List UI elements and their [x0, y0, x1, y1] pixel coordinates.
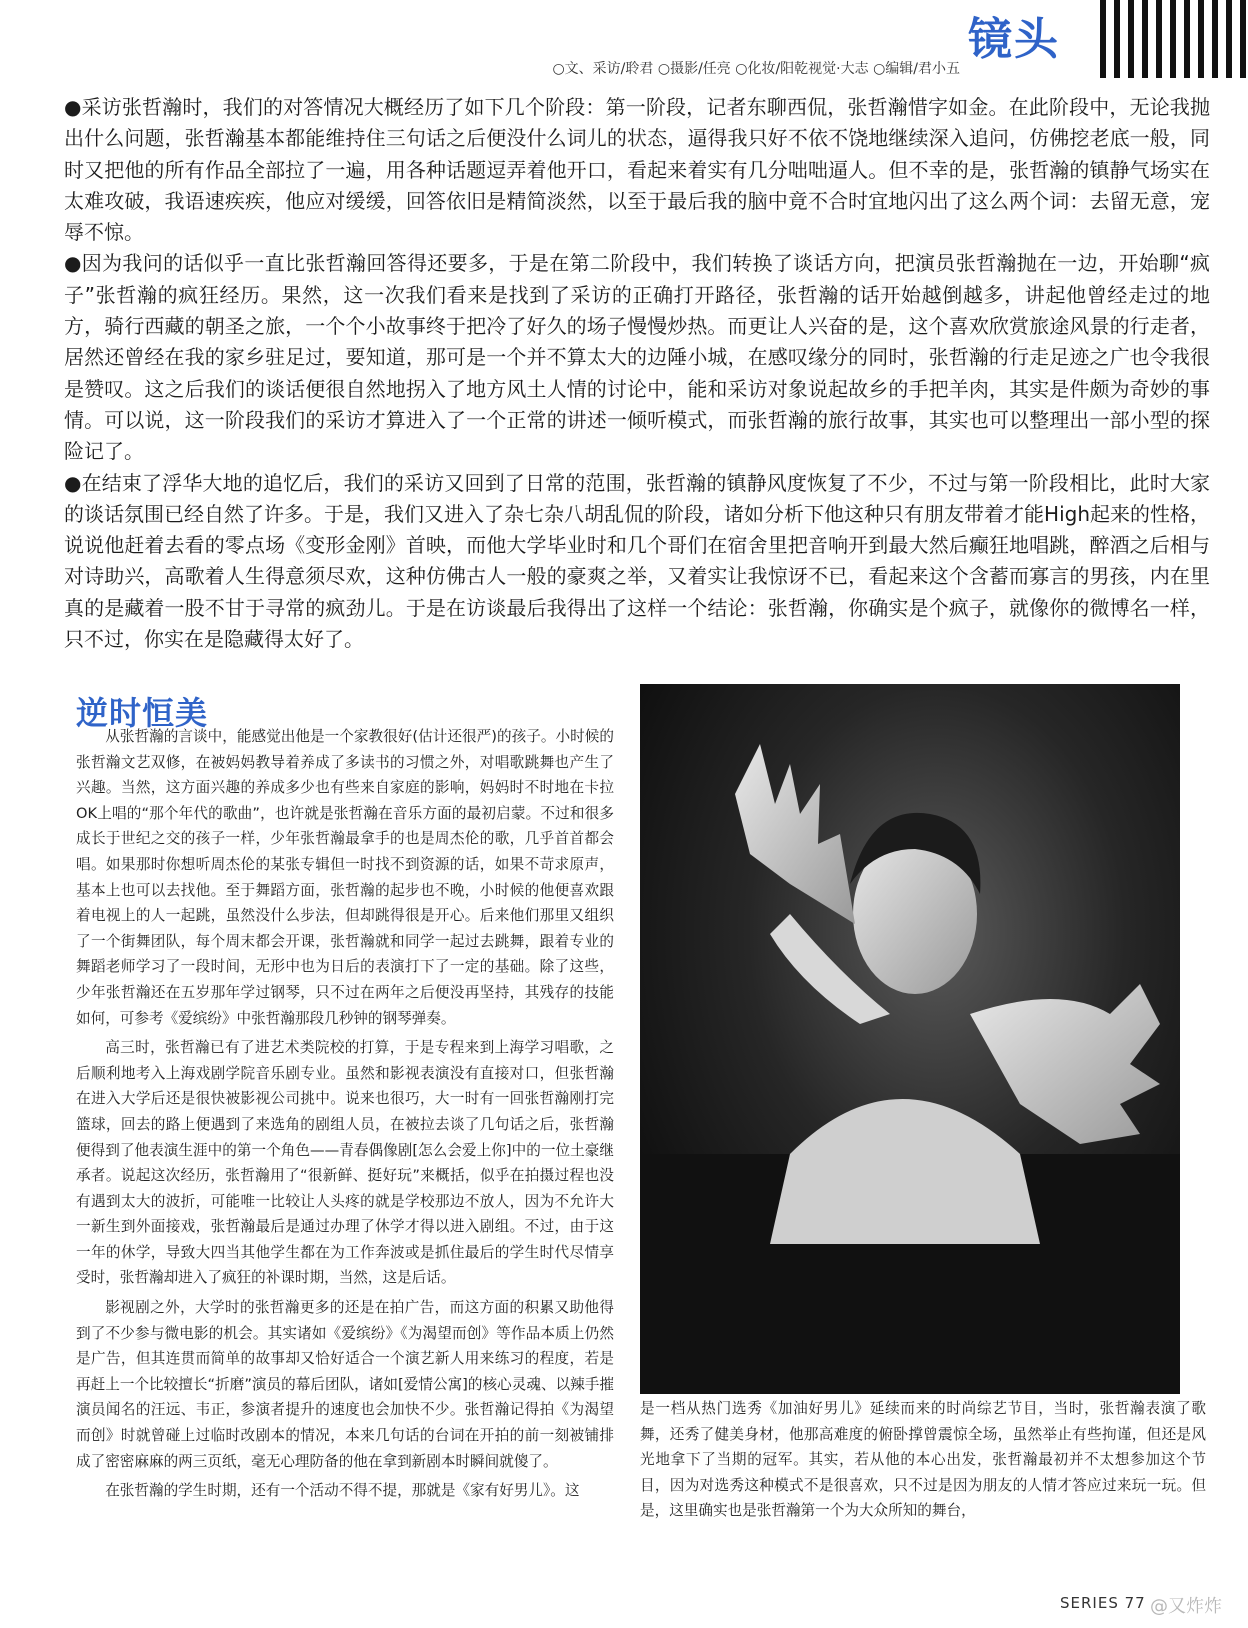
section-title: 逆时恒美 [76, 694, 209, 732]
article-credits: ○文、采访/聆君 ○摄影/任亮 ○化妆/阳乾视觉·大志 ○编辑/君小五 [552, 61, 960, 77]
header-stripe-decoration [1100, 0, 1248, 78]
body-column-left [76, 724, 614, 1508]
body-column-right: 是一档从热门选秀《加油好男儿》延续而来的时尚综艺节目，当时，张哲瀚表演了歌舞，还秀了健美身材，他那高难度的俯卧撑曾震惊全场，虽然举止有些拘谨，但还是风光地拿下了当期的冠军。其实，若从他的本心出发，张哲瀚最初并不太想参加这个节目，因为对选秀这种模式不是很喜欢，只不过是因为朋友的人情才答应过来玩一玩。但是，这里确实也是张哲瀚第一个为大众所知的舞台， [640, 1400, 1206, 1520]
watermark: @又炸炸 [1150, 1596, 1222, 1617]
portrait-photo [640, 684, 1180, 1394]
body-paragraph: 从张哲瀚的言谈中，能感觉出他是一个家教很好(估计还很严)的孩子。小时候的张哲瀚文艺双修，在被妈妈教导着养成了多读书的习惯之外，对唱歌跳舞也产生了兴趣。当然，这方面兴趣的养成多少也有些来自家庭的影响，妈妈时不时地在卡拉OK上唱的“那个年代的歌曲”，也许就是张哲瀚在音乐方面的最初启蒙。不过和很多成长于世纪之交的孩子一样，少年张哲瀚最拿手的也是周杰伦的歌，几乎首首都会唱。如果那时你想听周杰伦的某张专辑但一时找不到资源的话，如果不苛求原声，基本上也可以去找他。至于舞蹈方面，张哲瀚的起步也不晚，小时候的他便喜欢跟着电视上的人一起跳，虽然没什么步法，但却跳得很是开心。后来他们那里又组织了一个街舞团队，每个周末都会开课，张哲瀚就和同学一起过去跳舞，跟着专业的舞蹈老师学习了一段时间，无形中也为日后的表演打下了一定的基础。除了这些，少年张哲瀚还在五岁那年学过钢琴，只不过在两年之后便没再坚持，其残存的技能如何，可参考《爱缤纷》中张哲瀚那段几秒钟的钢琴弹奏。 [76, 728, 614, 1027]
page-folio: SERIES 77 [1060, 1594, 1146, 1612]
portrait-illustration [640, 684, 1180, 1394]
intro-block [64, 92, 1210, 655]
body-paragraph: 影视剧之外，大学时的张哲瀚更多的还是在拍广告，而这方面的积累又助他得到了不少参与微电影的机会。其实诸如《爱缤纷》《为渴望而创》等作品本质上仍然是广告，但其连贯而简单的故事却又恰好适合一个演艺新人用来练习的程度，若是再赶上一个比较擅长“折磨”演员的幕后团队，诸如[爱情公寓]的核心灵魂、以辣手摧演员闻名的汪远、韦正，参演者提升的速度也会加快不少。张哲瀚记得拍《为渴望而创》时就曾碰上过临时改剧本的情况，本来几句话的台词在开拍的前一刻被铺排成了密密麻麻的两三页纸，毫无心理防备的他在拿到新剧本时瞬间就傻了。 [76, 1299, 614, 1470]
intro-paragraph: ●因为我问的话似乎一直比张哲瀚回答得还要多，于是在第二阶段中，我们转换了谈话方向，把演员张哲瀚抛在一边，开始聊“疯子”张哲瀚的疯狂经历。果然，这一次我们看来是找到了采访的正确打开路径，张哲瀚的话开始越倒越多，讲起他曾经走过的地方，骑行西藏的朝圣之旅，一个个小故事终于把冷了好久的场子慢慢炒热。而更让人兴奋的是，这个喜欢欣赏旅途风景的行走者，居然还曾经在我的家乡驻足过，要知道，那可是一个并不算太大的边陲小城，在感叹缘分的同时，张哲瀚的行走足迹之广也令我很是赞叹。这之后我们的谈话便很自然地拐入了地方风土人情的讨论中，能和采访对象说起故乡的手把羊肉，其实是件颇为奇妙的事情。可以说，这一阶段我们的采访才算进入了一个正常的讲述一倾听模式，而张哲瀚的旅行故事，其实也可以整理出一部小型的探险记了。 [64, 251, 1210, 464]
body-paragraph: 高三时，张哲瀚已有了进艺术类院校的打算，于是专程来到上海学习唱歌，之后顺利地考入上海戏剧学院音乐剧专业。虽然和影视表演没有直接对口，但张哲瀚在进入大学后还是很快被影视公司挑中。说来也很巧，大一时有一回张哲瀚刚打完篮球，回去的路上便遇到了来选角的剧组人员，在被拉去谈了几句话之后，张哲瀚便得到了他表演生涯中的第一个角色——青春偶像剧[怎么会爱上你]中的一位土豪继承者。说起这次经历，张哲瀚用了“很新鲜、挺好玩”来概括，似乎在拍摄过程也没有遇到太大的波折，可能唯一比较让人头疼的就是学校那边不放人，因为不允许大一新生到外面接戏，张哲瀚最后是通过办理了休学才得以进入剧组。不过，由于这一年的休学，导致大四当其他学生都在为工作奔波或是抓住最后的学生时代尽情享受时，张哲瀚却进入了疯狂的补课时期，当然，这是后话。 [76, 1039, 614, 1287]
section-tag: 镜头 [968, 14, 1060, 65]
body-paragraph: 在张哲瀚的学生时期，还有一个活动不得不提，那就是《家有好男儿》。这 [105, 1482, 580, 1500]
intro-paragraph: ●在结束了浮华大地的追忆后，我们的采访又回到了日常的范围，张哲瀚的镇静风度恢复了不少，不过与第一阶段相比，此时大家的谈话氛围已经自然了许多。于是，我们又进入了杂七杂八胡乱侃的阶段，诸如分析下他这种只有朋友带着才能High起来的性格，说说他赶着去看的零点场《变形金刚》首映，而他大学毕业时和几个哥们在宿舍里把音响开到最大然后癫狂地唱跳，醉酒之后相与对诗助兴，高歌着人生得意须尽欢，这种仿佛古人一般的豪爽之举，又着实让我惊讶不已，看起来这个含蓄而寡言的男孩，内在里真的是藏着一股不甘于寻常的疯劲儿。于是在访谈最后我得出了这样一个结论：张哲瀚，你确实是个疯子，就像你的微博名一样，只不过，你实在是隐藏得太好了。 [64, 470, 1210, 652]
intro-paragraph: ●采访张哲瀚时，我们的对答情况大概经历了如下几个阶段：第一阶段，记者东聊西侃，张哲瀚惜字如金。在此阶段中，无论我抛出什么问题，张哲瀚基本都能维持住三句话之后便没什么词儿的状态，逼得我只好不依不饶地继续深入追问，仿佛挖老底一般，同时又把他的所有作品全部拉了一遍，用各种话题逗弄着他开口，看起来着实有几分咄咄逼人。但不幸的是，张哲瀚的镇静气场实在太难攻破，我语速疾疾，他应对缓缓，回答依旧是精简淡然，以至于最后我的脑中竟不合时宜地闪出了这么两个词：去留无意，宠辱不惊。 [64, 95, 1210, 245]
